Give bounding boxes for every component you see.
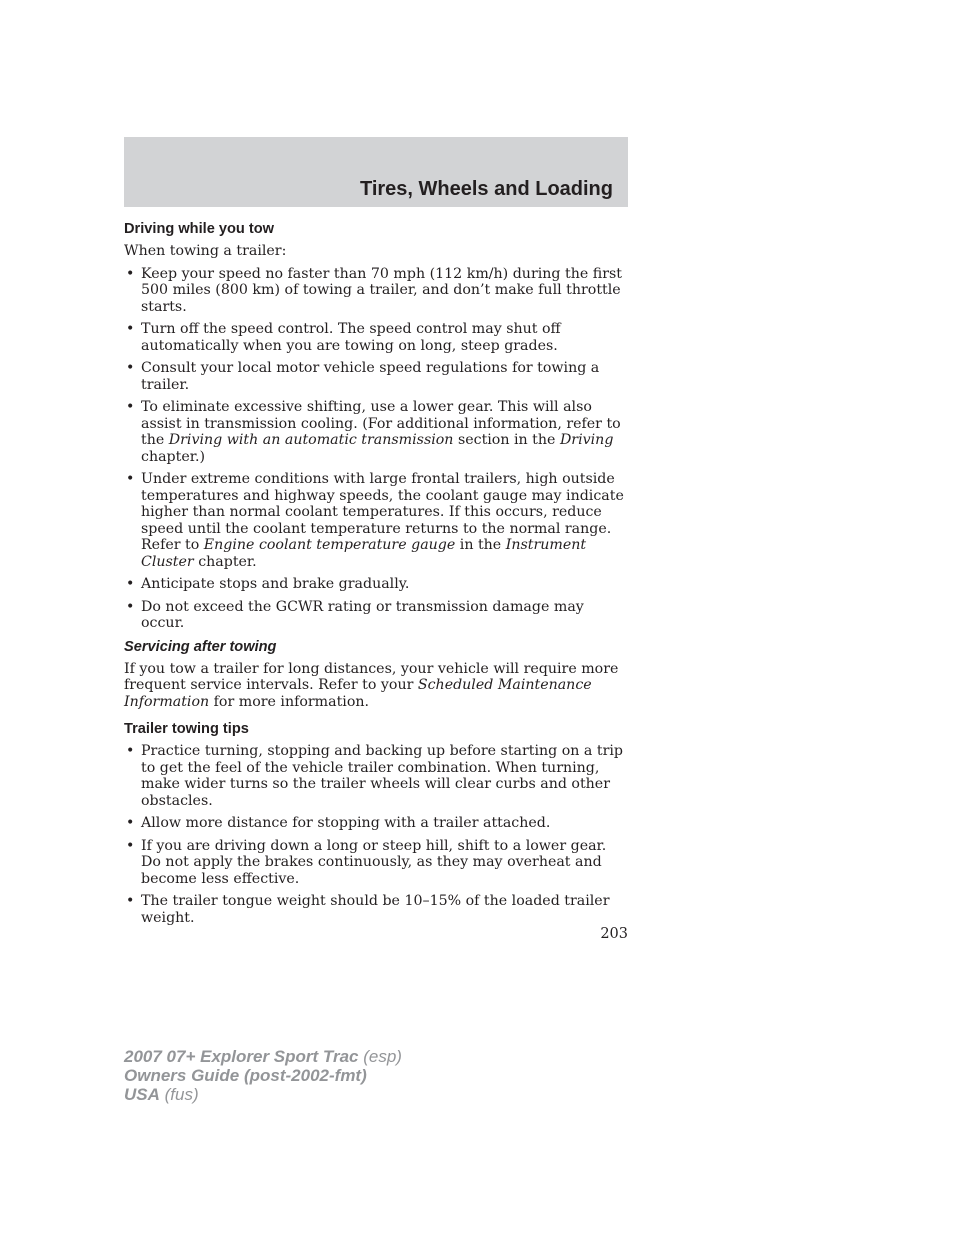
cross-reference: Engine coolant temperature gauge (203, 537, 456, 553)
footer-line (124, 1085, 402, 1104)
driving-intro: When towing a trailer: (124, 243, 287, 259)
section-heading-servicing: Servicing after towing (124, 638, 277, 655)
footer-model: 2007 07+ Explorer Sport Trac (124, 1047, 359, 1066)
text-run: To eliminate excessive shifting, use a lower gear. This will also assist in transmission cooling. (For additional information, refer to the (141, 399, 621, 448)
list-item (124, 399, 628, 465)
list-item: • Anticipate stops and brake gradually. (124, 576, 628, 593)
page-content (124, 220, 628, 932)
footer-code: (esp) (358, 1047, 402, 1066)
cross-reference: Instrument Cluster (141, 537, 587, 570)
text-run: If you tow a trailer for long distances, your vehicle will require more frequent service intervals. Refer to your (124, 660, 619, 693)
list-item: • If you are driving down a long or steep hill, shift to a lower gear. Do not apply the brakes continuously, as they may overheat and become less effective. (124, 838, 628, 888)
list-item: • Consult your local motor vehicle speed regulations for towing a trailer. (124, 360, 628, 393)
page-number: 203 (600, 926, 628, 942)
cross-reference: Driving with an automatic transmission (168, 432, 454, 448)
text-run: Under extreme conditions with large frontal trailers, high outside temperatures and highway speeds, the coolant gauge may indicate higher than normal coolant temperatures. If this occurs, reduce speed until the coolant temperature returns to the normal range. Refer to (141, 471, 624, 553)
text-run: section in the (453, 432, 560, 448)
section-heading-driving: Driving while you tow (124, 221, 274, 237)
section-heading-tips: Trailer towing tips (124, 721, 249, 737)
text-run: for more information. (209, 693, 370, 710)
footer-line (124, 1047, 402, 1066)
servicing-paragraph (124, 661, 628, 711)
footer-guide: Owners Guide (post-2002-fmt) (124, 1066, 367, 1085)
document-footer (124, 1047, 402, 1104)
cross-reference: Driving (559, 432, 614, 448)
list-item: • The trailer tongue weight should be 10–15% of the loaded trailer weight. (124, 893, 628, 926)
footer-line (124, 1066, 402, 1085)
list-item (124, 471, 628, 570)
list-item: • Practice turning, stopping and backing up before starting on a trip to get the feel of the vehicle trailer combination. When turning, make wider turns so the trailer wheels will clear curbs and other obstacles. (124, 743, 628, 809)
list-item: • Turn off the speed control. The speed control may shut off automatically when you are towing on long, steep grades. (124, 321, 628, 354)
text-run: chapter.) (141, 448, 205, 465)
chapter-header-band (124, 137, 628, 207)
text-run: in the (455, 537, 506, 553)
footer-code: (fus) (159, 1085, 199, 1104)
list-item: • Keep your speed no faster than 70 mph (112 km/h) during the first 500 miles (800 km) of towing a trailer, and don’t make full throttle starts. (124, 266, 628, 316)
cross-reference: Scheduled Maintenance Information (124, 677, 592, 710)
list-item: • Allow more distance for stopping with a trailer attached. (124, 815, 628, 832)
chapter-title: Tires, Wheels and Loading (359, 178, 613, 200)
tips-bullet-list (124, 743, 628, 926)
driving-bullet-list (124, 266, 628, 632)
list-item: • Do not exceed the GCWR rating or transmission damage may occur. (124, 599, 628, 632)
footer-market: USA (124, 1085, 160, 1104)
text-run: chapter. (193, 553, 257, 570)
